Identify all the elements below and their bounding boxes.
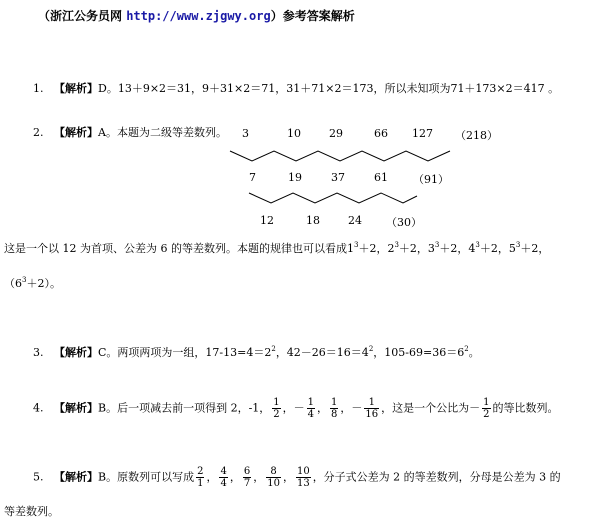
seq-row1-item: 127 (412, 127, 433, 140)
seq-row1-item: （218） (455, 129, 498, 142)
answer-5-line2: 等差数列。 (4, 505, 59, 518)
fraction: $\frac{1}{2}$ (273, 397, 280, 420)
fraction: $\frac{1}{4}$ (307, 397, 315, 420)
seq-row2-item: 61 (374, 171, 388, 184)
answer-2-number: 2. (33, 126, 44, 139)
seq-row2-item: 19 (288, 171, 302, 184)
power-term: $3^3+2$， (427, 241, 469, 255)
power-term: $1^3+2$， (346, 241, 388, 255)
seq-row3-item: 12 (260, 214, 274, 227)
power-term: $5^3+2$， (508, 241, 550, 255)
fraction: $\frac{1}{16}$ (365, 397, 379, 420)
answer-4-tag: 【解析】 (54, 401, 98, 415)
header-suffix: ）参考答案解析 (270, 9, 355, 23)
zigzag-line-1 (230, 151, 450, 161)
seq-row1-item: 29 (329, 127, 343, 140)
fraction: $\frac{6}{7}$ (243, 466, 251, 489)
seq-row2-item: 37 (331, 171, 345, 184)
seq-row2-item: （91） (413, 173, 449, 186)
header-prefix: （浙江公务员网 (38, 9, 127, 23)
answer-4-number: 4. (33, 401, 44, 415)
fraction: $\frac{8}{10}$ (267, 466, 280, 489)
answer-3-tag: 【解析】 (54, 346, 98, 359)
answer-3: 3. 【解析】C。两项两项为一组，$17-13=4=2^2$，$42-26=16=4^2$，$105-69=36=6^2$。 (33, 345, 480, 359)
answer-3-number: 3. (33, 346, 44, 359)
header-url[interactable]: http://www.zjgwy.org (126, 9, 271, 23)
fraction: $\frac{4}{4}$ (220, 466, 227, 489)
seq-row3-item: 18 (306, 214, 320, 227)
fraction: $\frac{1}{8}$ (331, 397, 338, 420)
answer-1-text: D。13＋9×2＝31，9＋31×2＝71，31＋71×2＝173，所以未知项为71＋173×2＝417 。 (98, 82, 560, 95)
seq-row1-item: 66 (374, 127, 388, 140)
seq-row3-item: 24 (348, 214, 362, 227)
fraction: $\frac{1}{2}$ (483, 397, 490, 420)
fraction: $\frac{10}{13}$ (296, 466, 310, 489)
answer-2-last-term: $(6^3+2)$。 (4, 276, 61, 290)
power-term: $4^3+2$， (468, 241, 509, 255)
answer-5-tag: 【解析】 (54, 470, 98, 484)
answer-2-explain-text: 这是一个以 12 为首项、公差为 6 的等差数列。本题的规律也可以看成 (4, 242, 347, 255)
power-term: $2^3+2$， (387, 241, 428, 255)
answer-5: 5. 【解析】B。原数列可以写成 $\frac{2}{1}$ ， $\frac{4}{4}$ ， $\frac{6}{7}$ ， $\frac{8}{10}$ ， $\frac{10}{13}$ ，分子式公差为 2 的等差数列，分母是公差为 3 的 (33, 466, 561, 489)
fraction: $\frac{2}{1}$ (197, 466, 204, 489)
seq-row1-item: 3 (242, 127, 249, 140)
answer-1-tag: 【解析】 (54, 82, 98, 95)
answer-1-number: 1. (33, 82, 44, 95)
answer-4: 4. 【解析】B。后一项减去前一项得到 2，-1， $\frac{1}{2}$ ，－ $\frac{1}{4}$ ， $\frac{1}{8}$ ，－ $\frac{1}{16}$ ，这是一个公比为－ $\frac{1}{2}$ 的等比数列。 (33, 397, 559, 420)
seq-row1-item: 10 (287, 127, 301, 140)
seq-row2-item: 7 (249, 171, 256, 184)
answer-2-tag: 【解析】 (54, 126, 98, 139)
answer-2-explanation (4, 242, 549, 256)
answer-5-number: 5. (33, 470, 44, 484)
zigzag-line-2 (249, 193, 417, 203)
seq-row3-item: （30） (386, 216, 422, 229)
answer-2-intro: A。本题为二级等差数列。 (98, 126, 227, 139)
